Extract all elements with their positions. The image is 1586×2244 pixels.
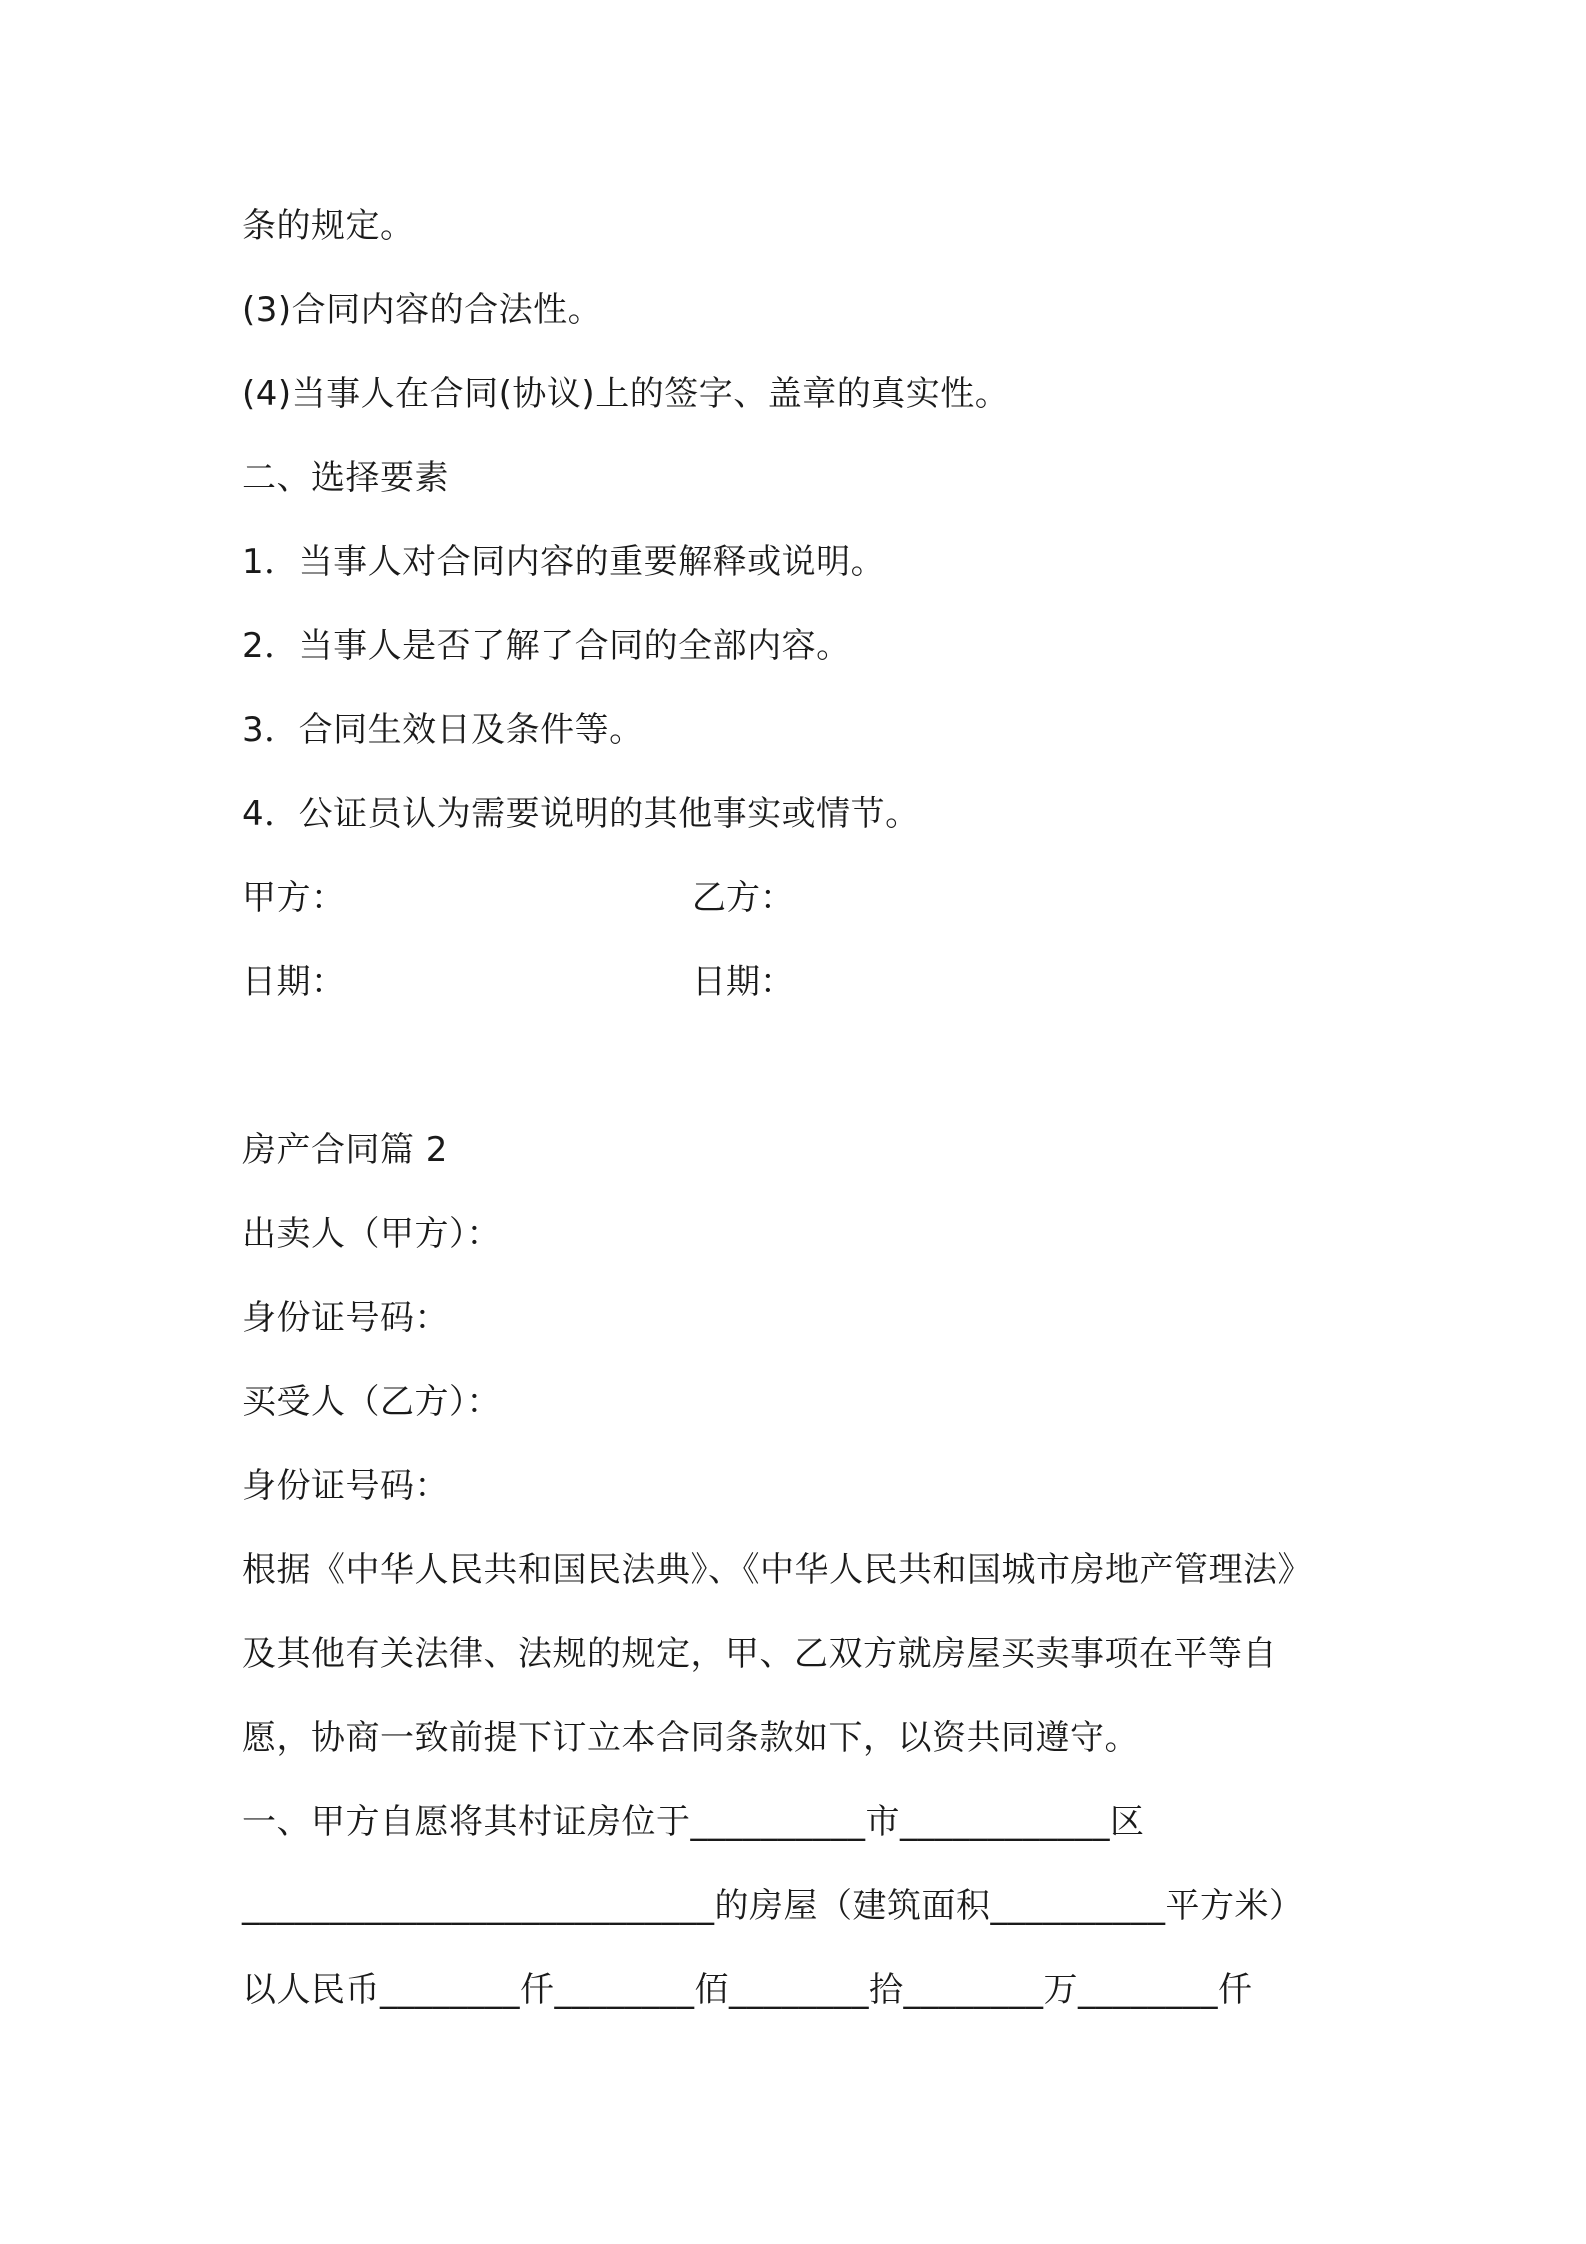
paragraph-line: 愿，协商一致前提下订立本合同条款如下，以资共同遵守。: [242, 1718, 1139, 1758]
party-a-label: 甲方：: [242, 878, 346, 918]
buyer-label: 买受人（乙方）：: [242, 1382, 501, 1422]
section-heading: 二、选择要素: [242, 458, 449, 498]
buyer-id-label: 身份证号码：: [242, 1466, 449, 1506]
paragraph-line: 及其他有关法律、法规的规定，甲、乙双方就房屋买卖事项在平等自: [242, 1634, 1277, 1674]
contract-title: 房产合同篇 2: [242, 1130, 448, 1170]
text-line: 条的规定。: [242, 206, 415, 246]
clause-line: 以人民币________仟________佰________拾________万________仟: [242, 1970, 1253, 2010]
date-b-label: 日期：: [692, 962, 794, 1002]
seller-id-label: 身份证号码：: [242, 1298, 449, 1338]
text-line: (4)当事人在合同(协议)上的签字、盖章的真实性。: [242, 374, 1010, 414]
list-item: 2．当事人是否了解了合同的全部内容。: [242, 626, 851, 666]
seller-label: 出卖人（甲方）：: [242, 1214, 501, 1254]
date-a-label: 日期：: [242, 962, 346, 1002]
paragraph-line: 根据《中华人民共和国民法典》、《中华人民共和国城市房地产管理法》: [242, 1550, 1312, 1590]
text-line: (3)合同内容的合法性。: [242, 290, 603, 330]
clause-line: 一、甲方自愿将其村证房位于__________市____________区: [242, 1802, 1145, 1842]
list-item: 3．合同生效日及条件等。: [242, 710, 644, 750]
list-item: 4．公证员认为需要说明的其他事实或情节。: [242, 794, 920, 834]
party-b-label: 乙方：: [692, 878, 794, 918]
list-item: 1．当事人对合同内容的重要解释或说明。: [242, 542, 886, 582]
clause-line: ___________________________的房屋（建筑面积__________平方米）: [242, 1886, 1304, 1926]
